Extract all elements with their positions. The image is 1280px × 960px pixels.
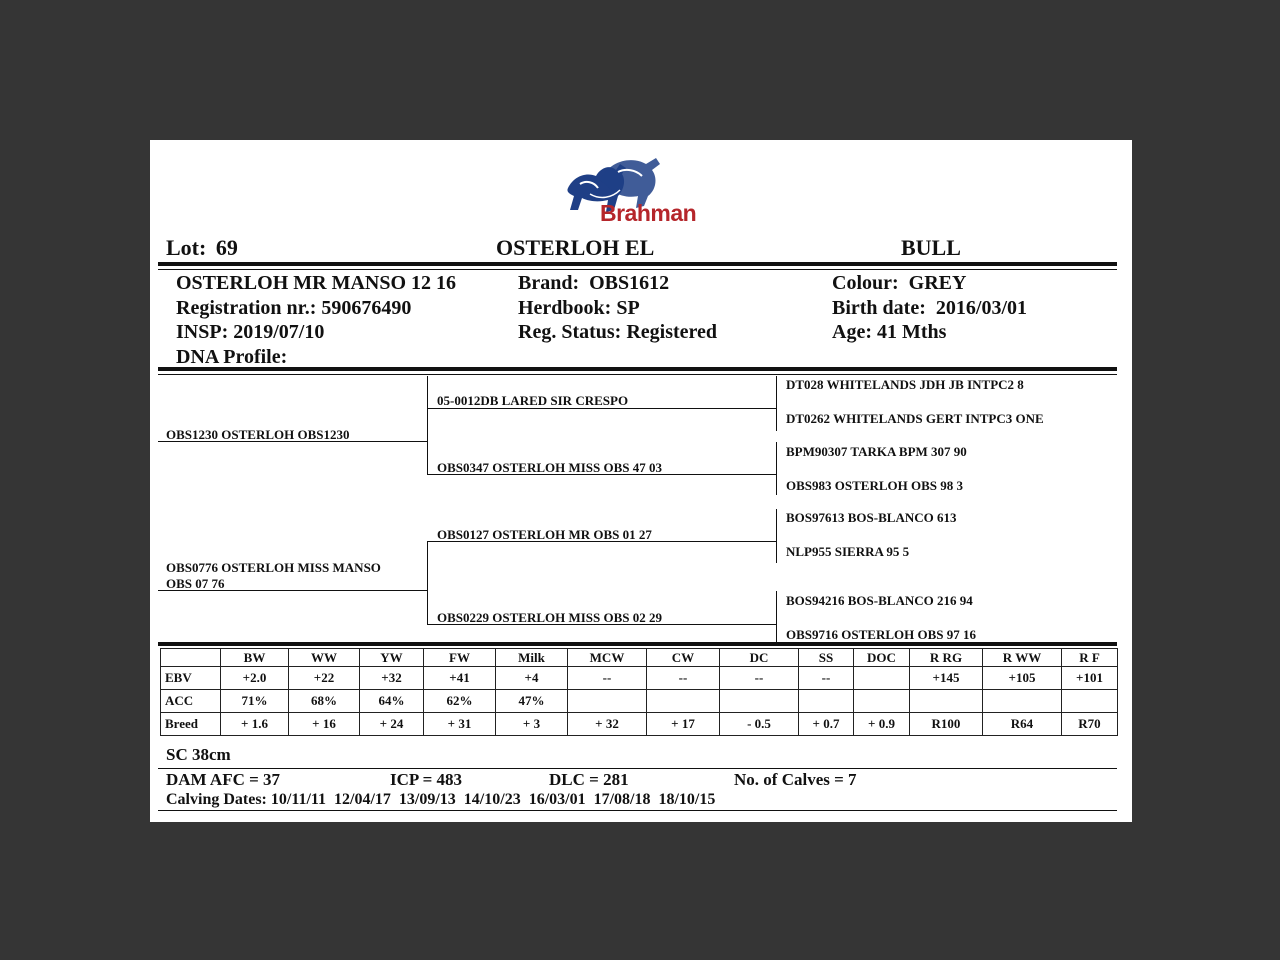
ebv-column-header: CW [647, 649, 720, 667]
insp-line [176, 320, 456, 345]
ebv-cell: 47% [496, 690, 568, 713]
info-col-2 [518, 271, 717, 345]
ebv-cell: +32 [360, 667, 424, 690]
pedigree-dam-dam: OBS0229 OSTERLOH MISS OBS 02 29 [437, 610, 663, 625]
ebv-column-header: DOC [854, 649, 910, 667]
ebv-cell: +101 [1062, 667, 1118, 690]
calving-dates-label: Calving Dates: [166, 791, 267, 808]
ebv-cell: 62% [424, 690, 496, 713]
ebv-cell [983, 690, 1062, 713]
ebv-column-header: WW [289, 649, 360, 667]
ebv-cell: -- [720, 667, 799, 690]
ebv-row [161, 713, 1118, 736]
sale-lot-card [150, 140, 1132, 822]
herdbook-line [518, 296, 717, 321]
dna-profile-label: DNA Profile: [176, 345, 288, 368]
calving-dates [166, 791, 715, 809]
ebv-cell: 71% [221, 690, 289, 713]
ebv-cell: -- [647, 667, 720, 690]
birth-date-label: Birth date: [832, 296, 926, 319]
info-col-3 [832, 271, 1027, 345]
dam-afc: DAM AFC = 37 [166, 770, 281, 789]
ebv-cell: + 3 [496, 713, 568, 736]
ebv-column-header: FW [424, 649, 496, 667]
pedigree-dam-line2: OBS 07 76 [166, 576, 225, 591]
ebv-cell [854, 690, 910, 713]
reg-status-label: Reg. Status: [518, 321, 622, 343]
sire-bracket [427, 376, 428, 475]
ebv-column-header: YW [360, 649, 424, 667]
colour-line [832, 271, 1027, 296]
birth-date-line [832, 296, 1027, 321]
ebv-cell [720, 690, 799, 713]
age-line [832, 320, 1027, 345]
registration-line [176, 296, 456, 321]
ebv-row [161, 690, 1118, 713]
dd-bracket [776, 591, 777, 643]
info-rule-thin [158, 374, 1117, 375]
logo-brand-text: Brahman [600, 200, 697, 226]
ebv-cell: + 0.7 [799, 713, 854, 736]
ebv-cell: +2.0 [221, 667, 289, 690]
ebv-cell: 68% [289, 690, 360, 713]
ebv-cell: - 0.5 [720, 713, 799, 736]
pedigree-ddd: OBS9716 OSTERLOH OBS 97 16 [786, 627, 976, 642]
ebv-cell [799, 690, 854, 713]
ebv-column-header: MCW [568, 649, 647, 667]
lot-label: Lot: [166, 235, 207, 260]
ebv-cell: -- [568, 667, 647, 690]
ss-bracket [776, 376, 777, 431]
pedigree-dss: BOS97613 BOS-BLANCO 613 [786, 510, 957, 525]
ebv-row [161, 667, 1118, 690]
pedigree-sdd: OBS983 OSTERLOH OBS 98 3 [786, 478, 963, 493]
sd-bracket [776, 442, 777, 495]
pedigree-dam-sire: OBS0127 OSTERLOH MR OBS 01 27 [437, 527, 652, 542]
header-rule-thin [158, 269, 1117, 270]
info-rule-thick [158, 367, 1117, 371]
ebv-cell: + 32 [568, 713, 647, 736]
icp: ICP = 483 [390, 770, 463, 789]
herdbook-label: Herdbook: [518, 296, 612, 319]
brand-value: OBS1612 [589, 272, 670, 294]
ebv-cell: +4 [496, 667, 568, 690]
ebv-cell: R100 [910, 713, 983, 736]
footer-rule-2 [158, 810, 1117, 811]
brand-line [518, 271, 717, 296]
pedigree-dsd: NLP955 SIERRA 95 5 [786, 544, 910, 559]
lot-heading [166, 235, 238, 261]
ebv-cell: 64% [360, 690, 424, 713]
ebv-cell [568, 690, 647, 713]
ebv-cell: + 17 [647, 713, 720, 736]
dlc: DLC = 281 [549, 770, 629, 789]
pedigree-rule-thick [158, 642, 1117, 646]
ebv-cell: + 1.6 [221, 713, 289, 736]
ebv-cell [647, 690, 720, 713]
ebv-cell: + 0.9 [854, 713, 910, 736]
pedigree-sire: OBS1230 OSTERLOH OBS1230 [166, 427, 350, 442]
ebv-cell: R70 [1062, 713, 1118, 736]
insp-label: INSP: [176, 321, 229, 343]
dam-bracket [427, 541, 428, 625]
info-col-1 [176, 271, 456, 369]
ebv-column-header: R WW [983, 649, 1062, 667]
header-rule-thick [158, 262, 1117, 266]
pedigree-dds: BOS94216 BOS-BLANCO 216 94 [786, 593, 973, 608]
scrotal-circumference: SC 38cm [166, 745, 231, 764]
brahman-logo [560, 150, 720, 226]
ebv-row-label: Breed [161, 713, 221, 736]
breeder-name: OSTERLOH EL [496, 235, 655, 260]
ebv-cell: +41 [424, 667, 496, 690]
animal-name: OSTERLOH MR MANSO 12 16 [176, 272, 457, 294]
ebv-column-header: DC [720, 649, 799, 667]
pedigree-ssd: DT0262 WHITELANDS GERT INTPC3 ONE [786, 411, 1044, 426]
ebv-cell: +105 [983, 667, 1062, 690]
herdbook-value: SP [616, 296, 640, 319]
ebv-column-header: Milk [496, 649, 568, 667]
registration-label: Registration nr.: [176, 296, 317, 319]
brand-label: Brand: [518, 272, 580, 294]
ebv-cell: +22 [289, 667, 360, 690]
colour-label: Colour: [832, 272, 899, 294]
ebv-row-label: EBV [161, 667, 221, 690]
pedigree-sss: DT028 WHITELANDS JDH JB INTPC2 8 [786, 377, 1024, 392]
ebv-cell: R64 [983, 713, 1062, 736]
ebv-cell: + 16 [289, 713, 360, 736]
insp-value: 2019/07/10 [233, 321, 325, 343]
calving-dates-value: 10/11/11 12/04/17 13/09/13 14/10/23 16/03/01 17/08/18 18/10/15 [270, 791, 716, 808]
ds-bracket [776, 509, 777, 563]
ebv-cell [1062, 690, 1118, 713]
age-label: Age: [832, 321, 872, 343]
ebv-header-row [161, 649, 1118, 667]
age-value: 41 Mths [876, 321, 947, 343]
colour-value: GREY [908, 272, 967, 294]
animal-sex: BULL [901, 235, 961, 260]
ebv-row-label: ACC [161, 690, 221, 713]
ebv-cell: -- [799, 667, 854, 690]
pedigree-sire-dam: OBS0347 OSTERLOH MISS OBS 47 03 [437, 460, 663, 475]
ebv-cell: +145 [910, 667, 983, 690]
pedigree-sire-sire: 05-0012DB LARED SIR CRESPO [437, 393, 629, 408]
ebv-column-header: R RG [910, 649, 983, 667]
lot-number: 69 [215, 235, 238, 260]
ebv-table [160, 648, 1118, 736]
pedigree-sds: BPM90307 TARKA BPM 307 90 [786, 444, 967, 459]
number-of-calves: No. of Calves = 7 [734, 770, 857, 789]
ebv-column-header [161, 649, 221, 667]
ebv-cell [910, 690, 983, 713]
pedigree-dam [166, 560, 381, 592]
ebv-column-header: SS [799, 649, 854, 667]
ebv-cell [854, 667, 910, 690]
pedigree-dam-line1: OBS0776 OSTERLOH MISS MANSO [166, 560, 381, 575]
ebv-column-header: BW [221, 649, 289, 667]
reg-status-line [518, 320, 717, 345]
ebv-column-header: R F [1062, 649, 1118, 667]
ebv-cell: + 24 [360, 713, 424, 736]
reg-status-value: Registered [626, 321, 718, 343]
ebv-cell: + 31 [424, 713, 496, 736]
birth-date-value: 2016/03/01 [935, 296, 1028, 319]
footer-rule-1 [158, 768, 1117, 769]
registration-value: 590676490 [321, 296, 412, 319]
